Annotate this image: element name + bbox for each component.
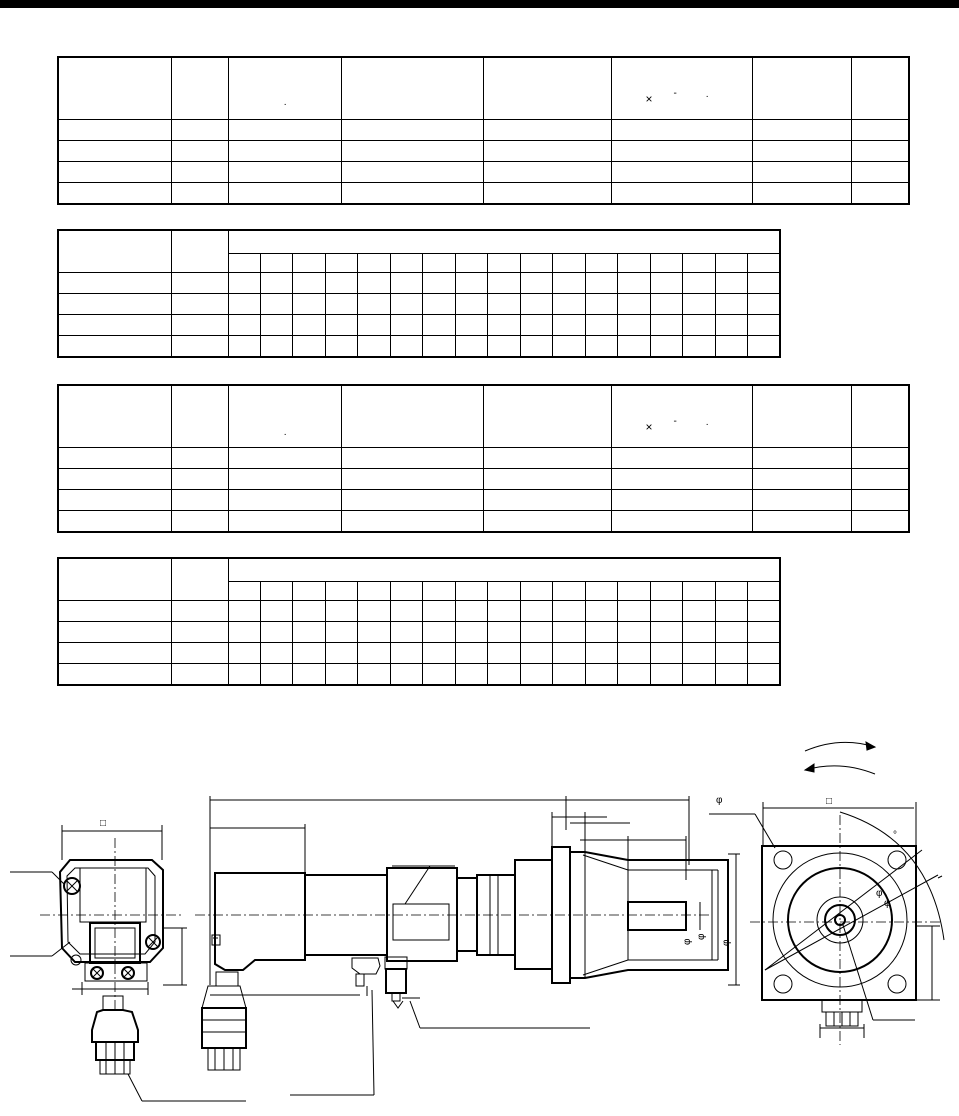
motor-dimension-drawing	[0, 720, 959, 1116]
motor-side-view	[195, 796, 740, 1095]
square-mark: □	[100, 818, 107, 829]
table-header-row	[58, 385, 909, 448]
header-cell	[171, 385, 228, 448]
square-mark: □	[826, 796, 833, 807]
table-row	[58, 490, 909, 511]
times-mark: ×	[645, 420, 653, 434]
minus-mark: -	[673, 88, 677, 99]
diameter-mark: φ	[721, 939, 732, 946]
table-row	[58, 315, 780, 336]
table-row	[58, 601, 780, 622]
table-row	[58, 664, 780, 686]
table-row	[58, 183, 909, 205]
spec-table-2	[57, 384, 910, 533]
rotation-direction-arrows	[805, 742, 875, 774]
table-header-row	[58, 558, 780, 582]
table-header-row	[58, 57, 909, 120]
spec-table-1	[57, 56, 910, 205]
diameter-mark: φ	[682, 938, 693, 945]
header-cell	[228, 57, 341, 120]
header-cell	[171, 57, 228, 120]
header-cell	[341, 385, 483, 448]
header-cell	[341, 57, 483, 120]
table-row	[58, 162, 909, 183]
header-cell	[58, 385, 171, 448]
diameter-mark: φ	[876, 888, 883, 899]
diameter-mark: φ	[884, 898, 891, 909]
header-cell	[483, 385, 611, 448]
header-cell	[228, 385, 341, 448]
header-group-cell	[228, 558, 780, 582]
header-cell	[483, 57, 611, 120]
header-cell	[851, 57, 909, 120]
table-row	[58, 643, 780, 664]
table-row	[58, 448, 909, 469]
diameter-mark: φ	[716, 795, 723, 806]
header-cell	[58, 558, 171, 601]
header-cell	[752, 385, 851, 448]
table-header-row	[58, 230, 780, 254]
degree-mark: °	[893, 830, 897, 841]
table-row	[58, 622, 780, 643]
header-cell	[611, 385, 752, 448]
table-row	[58, 273, 780, 294]
header-cell	[611, 57, 752, 120]
page-header-bar	[0, 0, 959, 8]
grid-table-1	[57, 229, 781, 358]
minus-mark: -	[673, 416, 677, 427]
flange-front-view	[709, 795, 944, 1045]
table-row	[58, 120, 909, 141]
diameter-mark: φ	[696, 933, 707, 940]
table-row	[58, 141, 909, 162]
dot-mark: ·	[283, 429, 287, 440]
encoder-end-view	[10, 818, 246, 1101]
header-cell	[851, 385, 909, 448]
table-row	[58, 294, 780, 315]
grid-table-2	[57, 557, 781, 686]
dot-mark: ·	[705, 419, 709, 430]
header-cell	[171, 558, 228, 601]
table-row	[58, 511, 909, 533]
header-cell	[58, 230, 171, 273]
dot-mark: ·	[283, 99, 287, 110]
dot-mark: ·	[705, 91, 709, 102]
header-cell	[58, 57, 171, 120]
header-group-cell	[228, 230, 780, 254]
times-mark: ×	[645, 92, 653, 106]
header-cell	[752, 57, 851, 120]
table-row	[58, 469, 909, 490]
table-row	[58, 336, 780, 358]
header-cell	[171, 230, 228, 273]
